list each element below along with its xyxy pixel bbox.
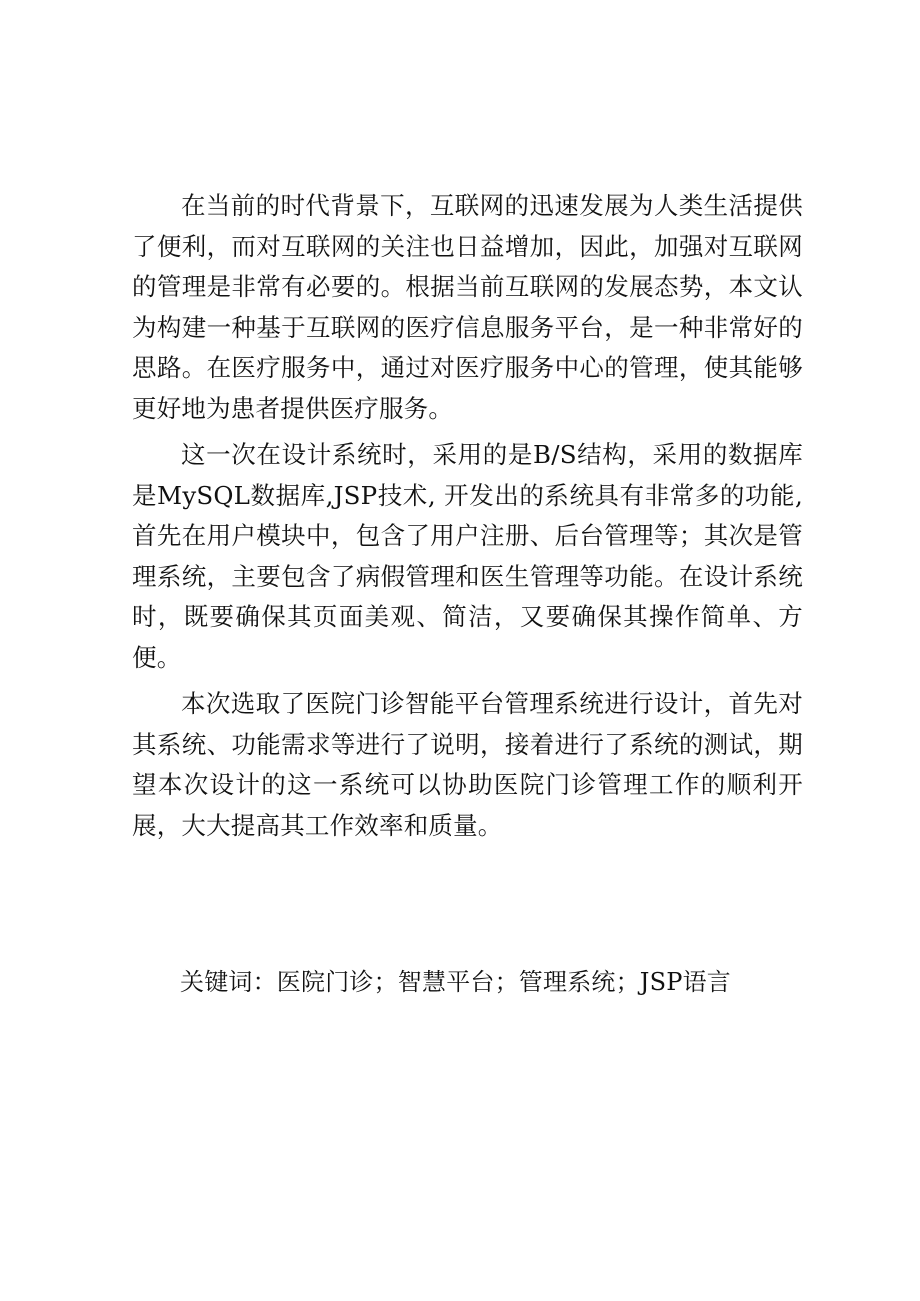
keywords-line: 关键词：医院门诊；智慧平台；管理系统；JSP语言 <box>180 968 732 996</box>
abstract-paragraph-2: 这一次在设计系统时，采用的是B/S结构，采用的数据库是MySQL数据库,JSP技术, 开发出的系统具有非常多的功能, 首先在用户模块中，包含了用户注册、后台管理等；其次是管理系统，主要包含了病假管理和医生管理等功能。在设计系统时，既要确保其页面美观、简洁，又要确保其操作简单、方便。 <box>132 440 803 672</box>
abstract-paragraph-1: 在当前的时代背景下，互联网的迅速发展为人类生活提供了便利，而对互联网的关注也日益增加，因此，加强对互联网的管理是非常有必要的。根据当前互联网的发展态势，本文认为构建一种基于互联网的医疗信息服务平台，是一种非常好的思路。在医疗服务中，通过对医疗服务中心的管理，使其能够更好地为患者提供医疗服务。 <box>132 191 803 423</box>
abstract-body <box>132 186 803 852</box>
abstract-paragraph-3: 本次选取了医院门诊智能平台管理系统进行设计，首先对其系统、功能需求等进行了说明，接着进行了系统的测试，期望本次设计的这一系统可以协助医院门诊管理工作的顺利开展，大大提高其工作效率和质量。 <box>132 689 803 840</box>
